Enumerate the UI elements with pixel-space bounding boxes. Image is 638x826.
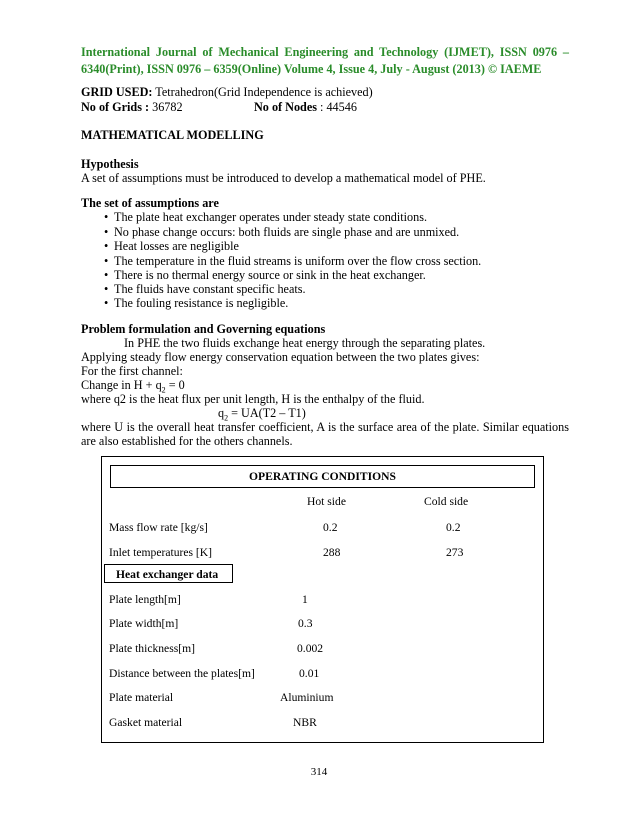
hx-row-label: Plate length[m] xyxy=(109,593,181,606)
problem-title: Problem formulation and Governing equations xyxy=(81,322,326,336)
hx-row-value: 1 xyxy=(302,593,308,606)
heat-exchanger-data-title: Heat exchanger data xyxy=(104,564,233,583)
equation-2-subscript: 2 xyxy=(224,413,229,423)
assumption-item: • There is no thermal energy source or sink in the heat exchanger. xyxy=(104,268,426,283)
node-count-value: : 44546 xyxy=(316,100,357,114)
page-number: 314 xyxy=(310,766,328,778)
assumption-item: • No phase change occurs: both fluids are single phase and are unmixed. xyxy=(104,225,459,240)
hx-row-value: NBR xyxy=(293,716,317,729)
hypothesis-text: A set of assumptions must be introduced to develop a mathematical model of PHE. xyxy=(81,171,486,185)
assumption-item: • The fluids have constant specific heats. xyxy=(104,282,306,297)
equation-1-rhs: = 0 xyxy=(165,378,185,392)
problem-line-2: Applying steady flow energy conservation equation between the two plates gives: xyxy=(81,350,480,364)
equation-1-text: Change in H + q xyxy=(81,378,162,392)
mass-flow-label: Mass flow rate [kg/s] xyxy=(109,521,208,534)
node-count-label: No of Nodes xyxy=(254,100,317,114)
hx-row-value: 0.002 xyxy=(297,642,324,655)
equation-2-text: q xyxy=(218,406,225,420)
assumptions-title: The set of assumptions are xyxy=(81,196,219,210)
grid-used-label: GRID USED: xyxy=(81,85,153,99)
assumption-item: • The fouling resistance is negligible. xyxy=(104,296,288,311)
grid-count-line xyxy=(81,100,183,114)
assumption-item: • The temperature in the fluid streams is uniform over the flow cross section. xyxy=(104,254,481,269)
hx-row-value: Aluminium xyxy=(280,691,334,704)
problem-line-3: For the first channel: xyxy=(81,364,183,378)
problem-line-7: where U is the overall heat transfer coefficient, A is the surface area of the plate. Similar equations are also established for the others channels. xyxy=(81,420,569,449)
hx-row-label: Plate material xyxy=(109,691,174,704)
grid-count-label: No of Grids : xyxy=(81,100,150,114)
problem-line-5: where q2 is the heat flux per unit length, H is the enthalpy of the fluid. xyxy=(81,392,425,406)
inlet-temp-label: Inlet temperatures [K] xyxy=(109,546,213,559)
grid-used-line xyxy=(81,85,373,99)
column-header-cold: Cold side xyxy=(424,495,469,508)
problem-line-1: In PHE the two fluids exchange heat energy through the separating plates. xyxy=(124,336,486,350)
hx-row-value: 0.01 xyxy=(299,667,320,680)
inlet-temp-cold-value: 273 xyxy=(446,546,464,559)
grid-used-value: Tetrahedron(Grid Independence is achieved) xyxy=(152,85,373,99)
hx-row-label: Plate width[m] xyxy=(109,617,179,630)
section-title: MATHEMATICAL MODELLING xyxy=(81,128,264,142)
column-header-hot: Hot side xyxy=(307,495,346,508)
mass-flow-cold-value: 0.2 xyxy=(446,521,461,534)
node-count-line xyxy=(254,100,357,114)
table-title: OPERATING CONDITIONS xyxy=(110,465,535,488)
hx-row-label: Distance between the plates[m] xyxy=(109,667,255,680)
equation-1-subscript: 2 xyxy=(161,385,166,395)
hypothesis-title: Hypothesis xyxy=(81,157,139,171)
hx-row-value: 0.3 xyxy=(298,617,313,630)
assumption-item: • The plate heat exchanger operates under steady state conditions. xyxy=(104,210,427,225)
inlet-temp-hot-value: 288 xyxy=(323,546,341,559)
mass-flow-hot-value: 0.2 xyxy=(323,521,338,534)
hx-row-label: Plate thickness[m] xyxy=(109,642,195,655)
journal-header: International Journal of Mechanical Engineering and Technology (IJMET), ISSN 0976 – 6340(Print), ISSN 0976 – 6359(Online) Volume 4, Issue 4, July - August (2013) © IAEME xyxy=(81,45,569,76)
equation-2-rhs: = UA(T2 – T1) xyxy=(228,406,306,420)
hx-row-label: Gasket material xyxy=(109,716,183,729)
assumption-item: • Heat losses are negligible xyxy=(104,239,239,254)
grid-count-value: 36782 xyxy=(149,100,183,114)
